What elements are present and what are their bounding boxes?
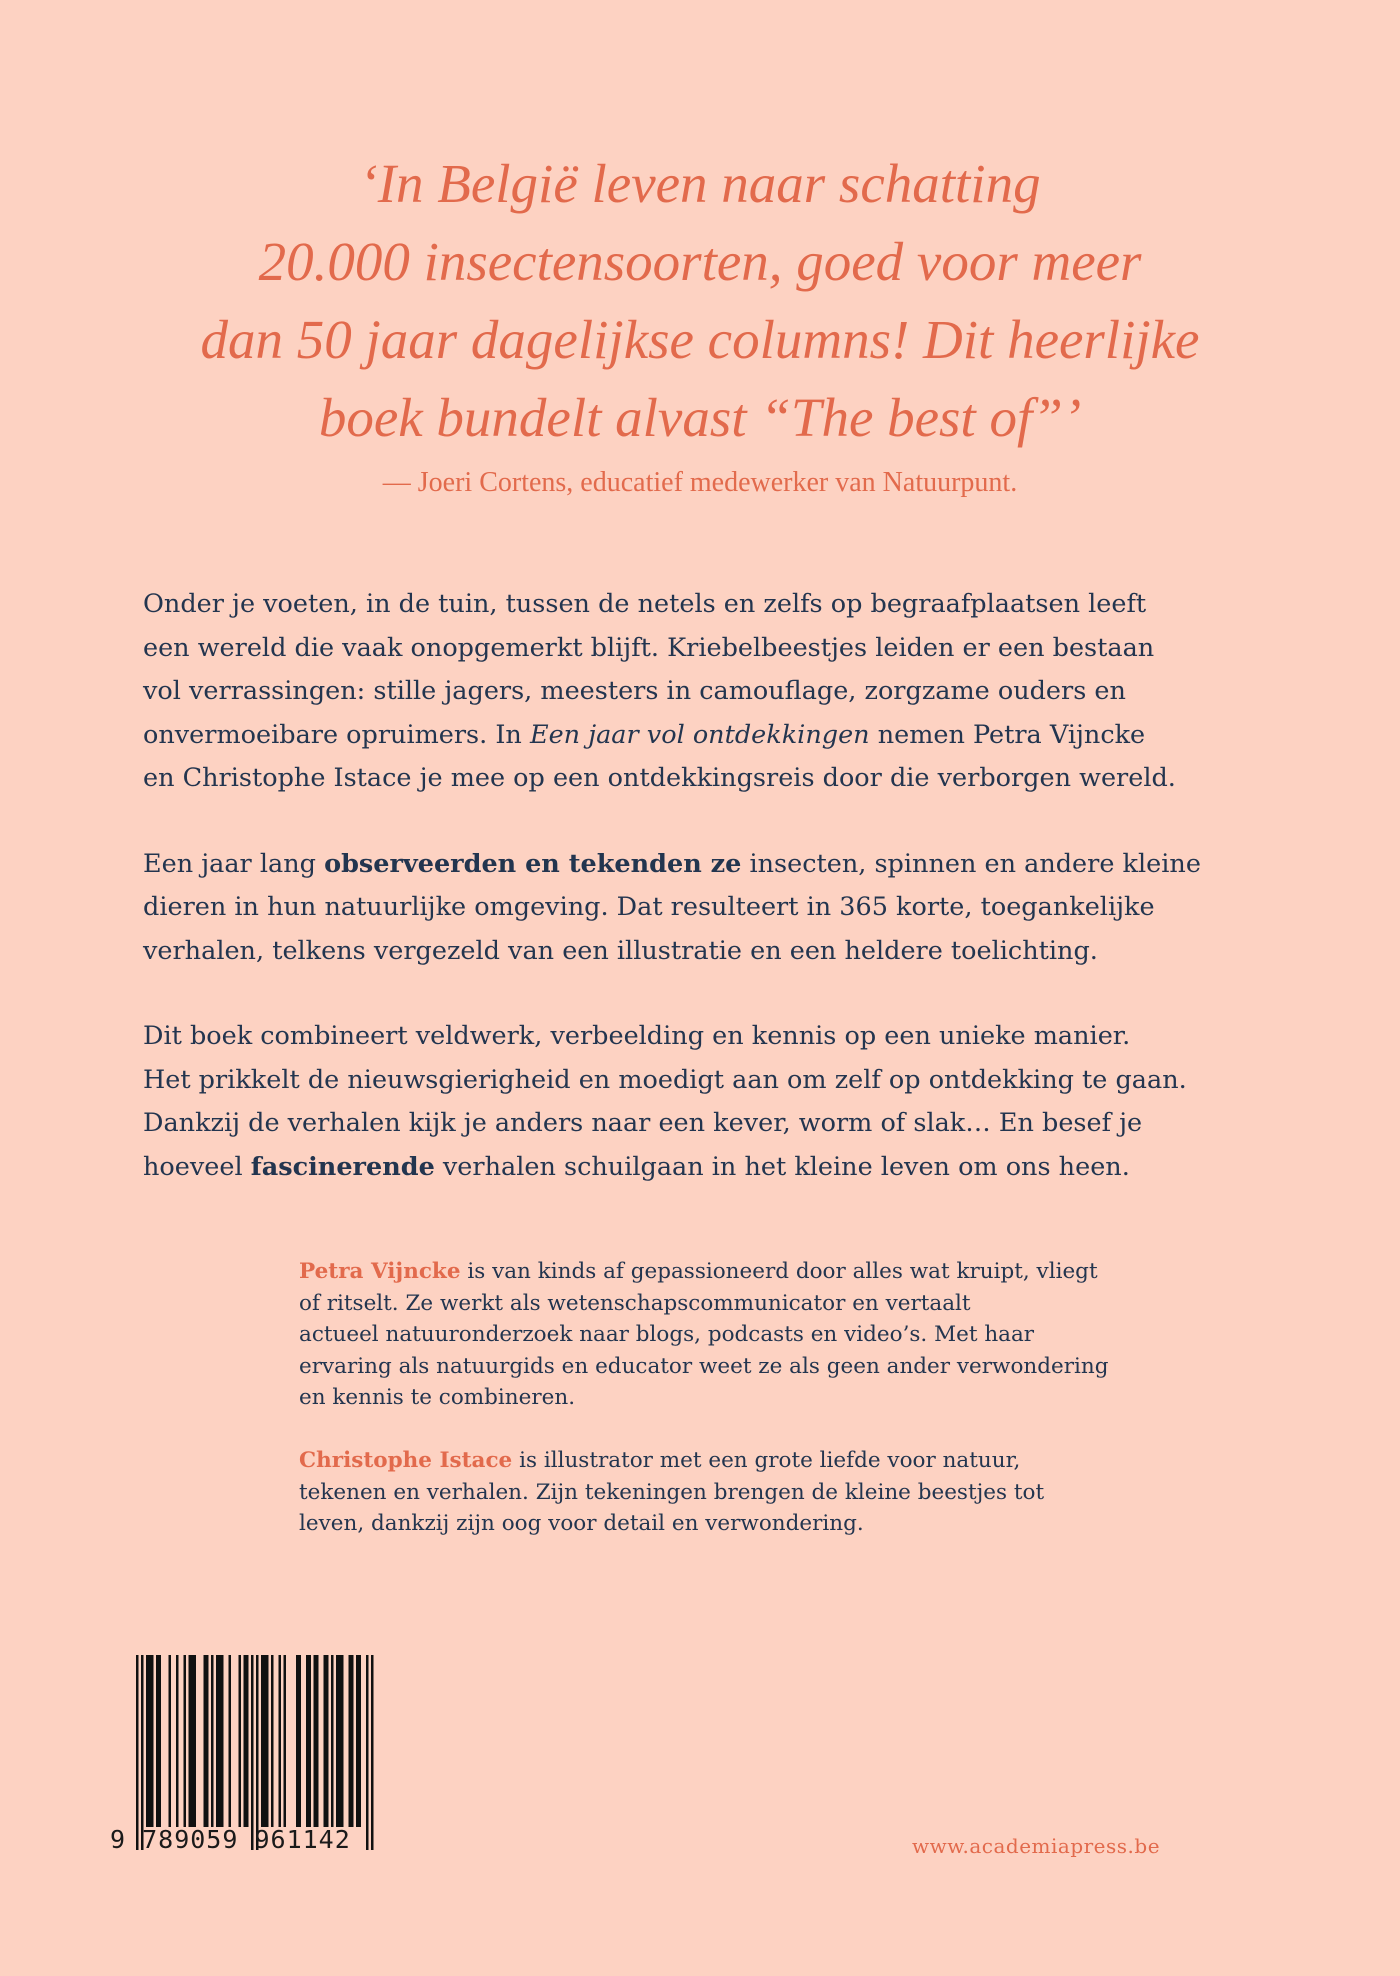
barcode-bar (239, 1655, 242, 1827)
author-bio-christophe (299, 1445, 1259, 1540)
barcode-bar (339, 1655, 342, 1827)
text-run: Een jaar lang (143, 848, 325, 879)
barcode-bar (206, 1655, 209, 1827)
barcode-bar (284, 1655, 287, 1827)
barcode-bar (261, 1655, 264, 1827)
barcode-bar (324, 1655, 327, 1827)
text-run: is van kinds af gepassioneerd door alles wat kruipt, vliegt (460, 1259, 1098, 1284)
barcode-bar (169, 1655, 172, 1827)
book-title: Een jaar vol ontdekkingen (529, 719, 870, 750)
barcode-bar (366, 1655, 369, 1850)
quote-line: dan 50 jaar dagelijkse columns! Dit heerlijke (200, 309, 1200, 370)
barcode-bar (136, 1655, 139, 1850)
blurb-paragraph-3 (143, 1015, 1283, 1189)
barcode-bar (266, 1655, 269, 1827)
barcode-bar (356, 1655, 359, 1827)
barcode-bar (151, 1655, 154, 1827)
text-line: en Christophe Istace je mee op een ontdekkingsreis door die verborgen wereld. (143, 763, 1176, 793)
barcode-bar (306, 1655, 309, 1827)
barcode-bar (316, 1655, 319, 1827)
text-line: Dit boek combineert veldwerk, verbeelding en kennis op een unieke manier. (143, 1021, 1131, 1051)
barcode-bar (184, 1655, 187, 1827)
barcode-bar (351, 1655, 354, 1827)
barcode-bar (189, 1655, 192, 1827)
barcode-bar (229, 1655, 232, 1827)
text-line: en kennis te combineren. (299, 1385, 576, 1410)
text-run: is illustrator met een grote liefde voor natuur, (512, 1448, 1021, 1473)
barcode-bar (194, 1655, 197, 1827)
barcode-bar (341, 1655, 344, 1827)
barcode-bar (251, 1655, 254, 1850)
barcode-bar (309, 1655, 312, 1827)
text-line (143, 714, 1283, 758)
barcode-bars (136, 1655, 386, 1850)
barcode-bar (244, 1655, 247, 1827)
barcode-bar (246, 1655, 249, 1827)
isbn-barcode (110, 1655, 390, 1860)
text-line: Dankzij de verhalen kijk je anders naar een kever, worm of slak… En besef je (143, 1108, 1143, 1138)
text-run: nemen Petra Vijncke (869, 719, 1146, 750)
bold-phrase: observeerden en tekenden ze (324, 848, 742, 879)
barcode-bar (149, 1655, 152, 1827)
quote-line: ‘In België leven naar schatting (359, 153, 1041, 214)
barcode-bar (176, 1655, 179, 1827)
text-line: tekenen en verhalen. Zijn tekeningen brengen de kleine beestjes tot (299, 1479, 1045, 1505)
barcode-bar (359, 1655, 362, 1827)
text-line: ervaring als natuurgids en educator weet ze als geen ander verwondering (299, 1353, 1109, 1379)
review-quote (120, 145, 1280, 503)
text-line (143, 843, 1283, 887)
barcode-bar (271, 1655, 274, 1827)
text-run: verhalen schuilgaan in het kleine leven om ons heen. (434, 1151, 1130, 1182)
bold-phrase: fascinerende (250, 1151, 435, 1182)
text-line: Het prikkelt de nieuwsgierigheid en moedigt aan om zelf op ontdekking te gaan. (143, 1064, 1187, 1095)
barcode-bar (279, 1655, 282, 1827)
text-line: of ritselt. Ze werkt als wetenschapscommunicator en vertaalt (299, 1290, 971, 1316)
barcode-bar (256, 1655, 259, 1850)
text-line: vol verrassingen: stille jagers, meesters in camouflage, zorgzame ouders en (143, 676, 1126, 706)
barcode-bar (191, 1655, 194, 1827)
barcode-bar (296, 1655, 299, 1827)
barcode-bar (314, 1655, 317, 1827)
text-line: een wereld die vaak onopgemerkt blijft. Kriebelbeestjes leiden er een bestaan (143, 632, 1155, 663)
barcode-bar (331, 1655, 334, 1827)
barcode-bar (221, 1655, 224, 1827)
text-line: leven, dankzij zijn oog voor detail en verwondering. (299, 1511, 864, 1536)
text-run: insecten, spinnen en andere kleine (741, 848, 1201, 879)
barcode-bar (264, 1655, 267, 1827)
barcode-bar (141, 1655, 144, 1850)
quote-attribution: — Joeri Cortens, educatief medewerker van Natuurpunt. (382, 467, 1018, 498)
quote-line: boek bundelt alvast “The best of”’ (318, 387, 1082, 448)
barcode-bar (216, 1655, 219, 1827)
barcode-bar (336, 1655, 339, 1827)
barcode-bar (219, 1655, 222, 1827)
text-line: Onder je voeten, in de tuin, tussen de netels en zelfs op begraafplaatsen leeft (143, 589, 1147, 619)
text-run: onvermoeibare opruimers. In (143, 719, 530, 750)
barcode-bar (204, 1655, 207, 1827)
barcode-bar (299, 1655, 302, 1827)
text-line: actueel natuuronderzoek naar blogs, podcasts en video’s. Met haar (299, 1322, 1035, 1347)
author-name: Petra Vijncke (299, 1259, 461, 1284)
barcode-bar (371, 1655, 374, 1850)
author-bio-petra (299, 1256, 1259, 1414)
isbn-number: 9 789059 961142 (110, 1825, 351, 1854)
blurb-paragraph-1 (143, 583, 1283, 801)
barcode-bar (326, 1655, 329, 1827)
publisher-website: www.academiapress.be (912, 1834, 1161, 1858)
quote-text (120, 145, 1280, 457)
barcode-bar (159, 1655, 162, 1827)
barcode-bar (211, 1655, 214, 1827)
text-run: hoeveel (143, 1151, 251, 1182)
text-line (299, 1256, 1259, 1288)
illustrator-name: Christophe Istace (299, 1448, 513, 1473)
text-line (299, 1445, 1259, 1477)
quote-line: 20.000 insectensoorten, goed voor meer (258, 231, 1142, 292)
text-line (143, 1146, 1283, 1190)
blurb-paragraph-2 (143, 843, 1283, 974)
barcode-bar (349, 1655, 352, 1827)
text-line: dieren in hun natuurlijke omgeving. Dat resulteert in 365 korte, toegankelijke (143, 892, 1155, 922)
barcode-bar (156, 1655, 159, 1827)
blurb (143, 583, 1283, 1231)
text-line: verhalen, telkens vergezeld van een illustratie en een heldere toelichting. (143, 935, 1098, 966)
barcode-bar (146, 1655, 149, 1827)
